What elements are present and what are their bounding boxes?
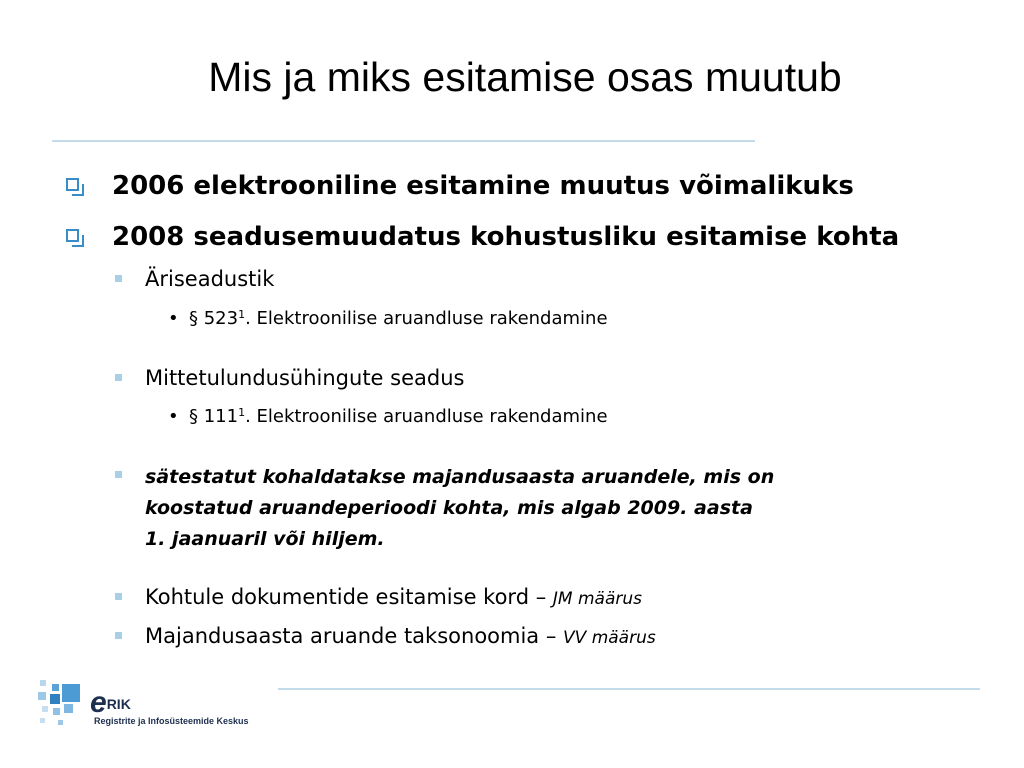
dot-bullet-icon: •: [168, 406, 179, 427]
subitem-text: § $523^1$. Elektroonilise aruandluse rakendamine: [189, 308, 608, 329]
checkbox-bullet-icon: [66, 229, 79, 242]
square-bullet-icon: [115, 471, 122, 478]
title-divider: [52, 140, 755, 142]
square-bullet-icon: [115, 374, 122, 381]
footer-divider: [278, 688, 980, 690]
item-label: Äriseadustik: [145, 267, 275, 291]
slide-title: Mis ja miks esitamise osas muutub: [208, 54, 842, 100]
square-bullet-icon: [115, 632, 122, 639]
logo-subtitle: Registrite ja Infosüsteemide Keskus: [94, 716, 249, 726]
checkbox-bullet-icon: [66, 178, 79, 191]
logo-name: eRIK: [90, 686, 131, 719]
square-bullet-icon: [115, 593, 122, 600]
rik-logo: [38, 680, 268, 730]
bullet-text: 2008 seadusemuudatus kohustusliku esitamise kohta: [112, 222, 900, 252]
square-bullet-icon: [115, 275, 122, 282]
dot-bullet-icon: •: [168, 308, 179, 329]
note-text: sätestatut kohaldatakse majandusaasta aruandele, mis on koostatud aruandeperioodi kohta, mis algab 2009. aasta 1. jaanuaril või hiljem.: [145, 466, 775, 550]
item-label: Majandusaasta aruande taksonoomia – VV määrus: [145, 624, 656, 648]
item-label: Kohtule dokumentide esitamise kord – JM määrus: [145, 585, 642, 609]
item-label: Mittetulundusühingute seadus: [145, 366, 465, 390]
rik-logo-mark-icon: [38, 680, 88, 728]
subitem-text: § $111^1$. Elektroonilise aruandluse rakendamine: [189, 406, 608, 427]
bullet-text: 2006 elektrooniline esitamine muutus võimalikuks: [112, 171, 854, 201]
